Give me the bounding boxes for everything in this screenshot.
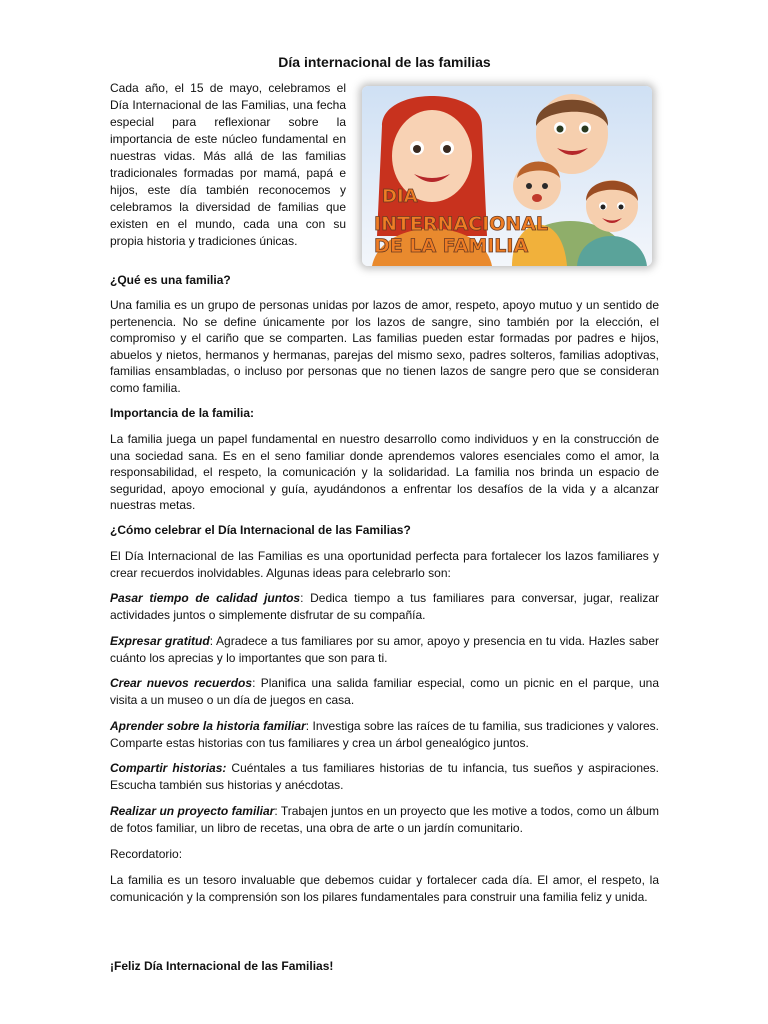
idea-term: Expresar gratitud (110, 634, 210, 648)
idea-term: Pasar tiempo de calidad juntos (110, 591, 301, 605)
paragraph-como-celebrar: El Día Internacional de las Familias es una oportunidad perfecta para fortalecer los lazos familiares y crear recuerdos inolvidables. Algunas ideas para celebrarlo son: (110, 549, 659, 580)
paragraph-que-es-familia: Una familia es un grupo de personas unidas por lazos de amor, respeto, apoyo mutuo y un sentido de pertenencia. No se define únicamente por los lazos de sangre, sino también por la elección, el compromiso y el cariño que se comparten. Las familias pueden estar formadas por padres e hijos, abuelos y nietos, hermanos y hermanas, parejas del mismo sexo, padres solteros, familias adoptivas, familias ensambladas, o incluso por personas que no tienen lazos de sangre pero que se consideran como familia. (110, 298, 659, 395)
idea-item (110, 718, 659, 751)
illustration-title-line3: DE LA FAMILIA (374, 235, 529, 257)
heading-importancia: Importancia de la familia: (110, 406, 255, 420)
idea-term: Compartir historias: (110, 761, 227, 775)
idea-text: : Trabajen juntos en un proyecto que les motive a todos, como un álbum de fotos familiar, un libro de recetas, una obra de arte o un jardín comunitario. (110, 804, 659, 835)
idea-text: : Agradece a tus familiares por su amor, apoyo y presencia en tu vida. Hazles saber cuánto los aprecias y lo importantes que son para ti. (110, 634, 659, 665)
family-cartoon-image (362, 86, 652, 266)
idea-text: : Investiga sobre las raíces de tu familia, sus tradiciones y valores. Comparte estas historias con tus familiares y crea un árbol genealógico juntos. (110, 719, 659, 750)
intro-paragraph: Cada año, el 15 de mayo, celebramos el Día Internacional de las Familias, una fecha especial para reflexionar sobre la importancia de este núcleo fundamental en nuestras vidas. Más allá de las familias tradicionales formadas por mamá, papá e hijos, este día también reconocemos y celebramos la diversidad de familias que existen en el mundo, cada una con su propia historia y tradiciones únicas. (110, 81, 346, 248)
idea-text: : Planifica una salida familiar especial, como un picnic en el parque, una visita a un museo o un día de juegos en casa. (110, 676, 660, 707)
idea-text: : Dedica tiempo a tus familiares para conversar, jugar, realizar actividades juntos o simplemente disfrutar de su compañía. (110, 591, 659, 622)
heading-que-es-familia: ¿Qué es una familia? (110, 273, 231, 287)
idea-term: Realizar un proyecto familiar (110, 804, 275, 818)
paragraph-importancia: La familia juega un papel fundamental en nuestro desarrollo como individuos y en la construcción de una sociedad sana. Es en el seno familiar donde aprendemos valores esenciales como el amor, la responsabilidad, el respeto, la comunicación y la solidaridad. La familia nos brinda un espacio de seguridad, apoyo emocional y guía, ayudándonos a enfrentar los desafíos de la vida y a alcanzar nuestras metas. (110, 432, 659, 512)
heading-como-celebrar: ¿Cómo celebrar el Día Internacional de las Familias? (110, 523, 411, 537)
idea-item (110, 803, 659, 836)
idea-term: Crear nuevos recuerdos (110, 676, 253, 690)
closing-message: ¡Feliz Día Internacional de las Familias! (110, 959, 334, 973)
illustration-title-line1: DIA (382, 186, 418, 207)
idea-item (110, 760, 659, 793)
idea-item (110, 590, 659, 623)
family-day-illustration (362, 86, 652, 266)
document-title: Día internacional de las familias (278, 54, 491, 70)
idea-item (110, 633, 659, 666)
illustration-title-line2: INTERNACIONAL (374, 213, 549, 235)
reminder-label: Recordatorio: (110, 847, 183, 861)
idea-term: Aprender sobre la historia familiar (110, 719, 306, 733)
idea-text: Cuéntales a tus familiares historias de tu infancia, tus sueños y aspiraciones. Escucha también sus historias y anécdotas. (110, 761, 659, 792)
reminder-paragraph: La familia es un tesoro invaluable que debemos cuidar y fortalecer cada día. El amor, el respeto, la comunicación y la comprensión son los pilares fundamentales para construir una familia feliz y unida. (110, 873, 659, 904)
idea-item (110, 675, 659, 708)
